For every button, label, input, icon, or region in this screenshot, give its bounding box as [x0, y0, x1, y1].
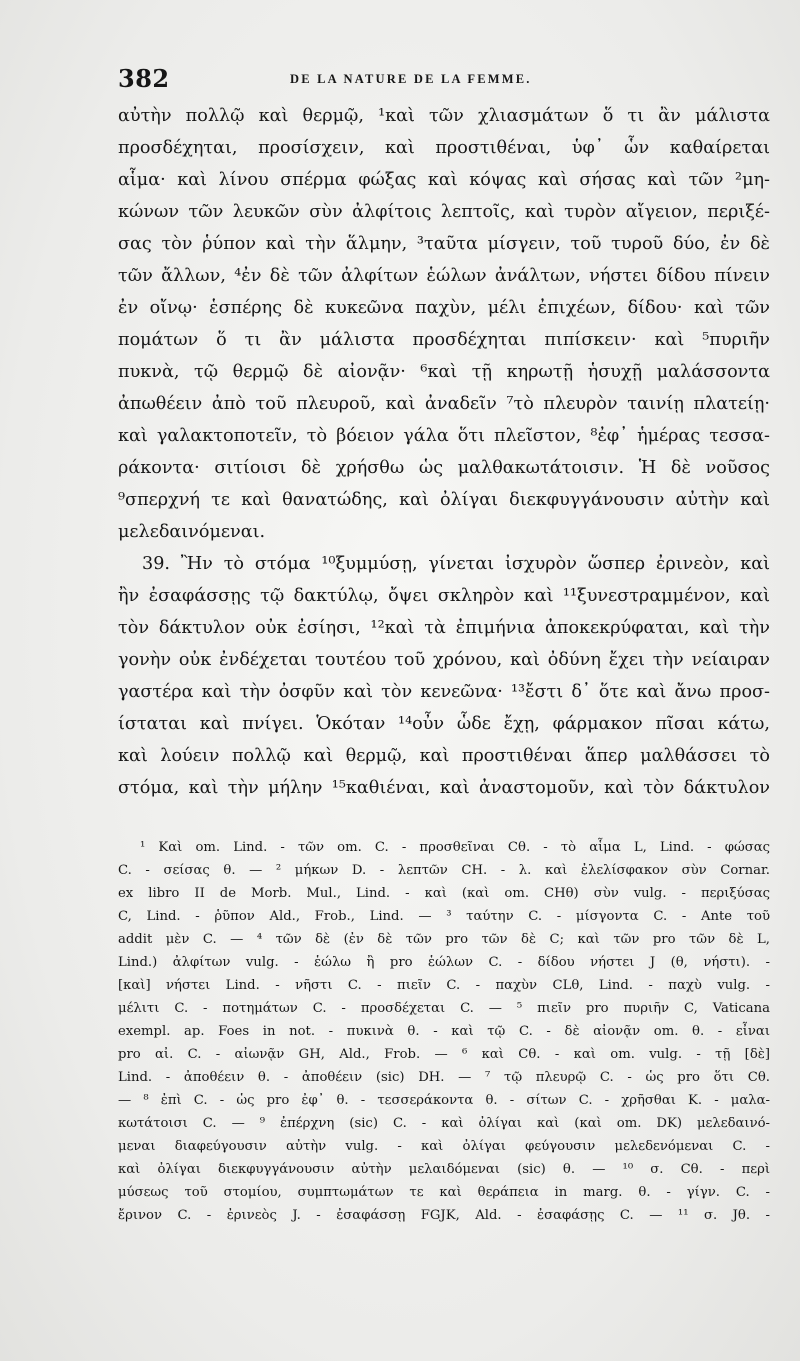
text-line: τῶν ἄλλων, ⁴ἐν δὲ τῶν ἀλφίτων ἑώλων ἀνάλτων, νήστει δίδου πίνειν	[118, 266, 770, 286]
text-line: στόμα, καὶ τὴν μήλην ¹⁵καθιέναι, καὶ ἀναστομοῦν, καὶ τὸν δάκτυλον	[118, 778, 770, 798]
page-header	[118, 64, 768, 94]
footnote-line: καὶ ὀλίγαι διεκφυγγάνουσιν αὐτὴν μελαιδόμεναι (sic) θ. — ¹⁰ σ. Cθ. - περὶ	[118, 1162, 770, 1177]
text-line: ἐν οἴνῳ· ἑσπέρης δὲ κυκεῶνα παχὺν, μέλι ἐπιχέων, δίδου· καὶ τῶν	[118, 298, 770, 318]
running-head: DE LA NATURE DE LA FEMME.	[290, 72, 532, 86]
footnote-line: μύσεως τοῦ στομίου, συμπτωμάτων τε καὶ θεράπεια in marg. θ. - γίγν. C. -	[118, 1185, 770, 1200]
text-line: μελεδαινόμεναι.	[118, 522, 266, 542]
footnote-line: ex libro II de Morb. Mul., Lind. - καὶ (καὶ om. CHθ) σὺν vulg. - περιξύσας	[118, 886, 770, 901]
footnote-line: ¹ Καὶ om. Lind. - τῶν om. C. - προσθεῖναι Cθ. - τὸ αἷμα L, Lind. - φώσας	[140, 840, 770, 855]
main-text	[118, 100, 770, 804]
section-39-first-line: 39. Ἢν τὸ στόμα ¹⁰ξυμμύσῃ, γίνεται ἰσχυρὸν ὥσπερ ἐρινεὸν, καὶ	[142, 554, 770, 574]
footnote-line: [καὶ] νήστει Lind. - νῆστι C. - πιεῖν C. - παχὺν CLθ, Lind. - παχὺ vulg. -	[118, 978, 770, 993]
text-line: σας τὸν ῥύπον καὶ τὴν ἅλμην, ³ταῦτα μίσγειν, τοῦ τυροῦ δύο, ἐν δὲ	[118, 234, 770, 254]
footnote-line: κωτάτοισι C. — ⁹ ἐπέρχνη (sic) C. - καὶ ὀλίγαι καὶ (καὶ om. DK) μελεδαινό-	[118, 1116, 770, 1131]
text-line: κώνων τῶν λευκῶν σὺν ἀλφίτοις λεπτοῖς, καὶ τυρὸν αἴγειον, περιξέ-	[118, 202, 770, 222]
text-line: καὶ γαλακτοποτεῖν, τὸ βόειον γάλα ὅτι πλεῖστον, ⁸ἐφ᾽ ἡμέρας τεσσα-	[118, 426, 770, 446]
footnote-line: — ⁸ ἐπὶ C. - ὡς pro ἐφ᾽ θ. - τεσσεράκοντα θ. - σίτων C. - χρῆσθαι K. - μαλα-	[118, 1093, 770, 1108]
text-line: ⁹σπερχνή τε καὶ θανατώδης, καὶ ὀλίγαι διεκφυγγάνουσιν αὐτὴν καὶ	[118, 490, 770, 510]
footnote-line: Lind. - ἀποθέειν θ. - ἀποθέειν (sic) DH. — ⁷ τῷ πλευρῷ C. - ὡς pro ὅτι Cθ.	[118, 1070, 770, 1085]
text-line: τὸν δάκτυλον οὐκ ἐσίησι, ¹²καὶ τὰ ἐπιμήνια ἀποκεκρύφαται, καὶ τὴν	[118, 618, 770, 638]
footnote-line: ἔρινον C. - ἐρινεὸς J. - ἐσαφάσσῃ FGJK, Ald. - ἐσαφάσῃς C. — ¹¹ σ. Jθ. -	[118, 1208, 770, 1223]
text-line: ίσταται καὶ πνίγει. Ὁκόταν ¹⁴οὖν ὧδε ἔχῃ, φάρμακον πῖσαι κάτω,	[118, 714, 770, 734]
footnote-line: exempl. ap. Foes in not. - πυκινὰ θ. - καὶ τῷ C. - δὲ αἰονᾷν om. θ. - εἶναι	[118, 1024, 770, 1039]
footnote-line: C. - σείσας θ. — ² μήκων D. - λεπτῶν CH. - λ. καὶ ἐλελίσφακον σὺν Cornar.	[118, 863, 770, 878]
footnote-line: addit μὲν C. — ⁴ τῶν δὲ (ἐν δὲ τῶν pro τῶν δὲ C; καὶ τῶν pro τῶν δὲ L,	[118, 932, 770, 947]
text-line: καὶ λούειν πολλῷ καὶ θερμῷ, καὶ προστιθέναι ἅπερ μαλθάσσει τὸ	[118, 746, 770, 766]
text-line: γονὴν οὐκ ἐνδέχεται τουτέου τοῦ χρόνου, καὶ ὀδύνη ἔχει τὴν νείαιραν	[118, 650, 770, 670]
footnote-line: μέλιτι C. - ποτημάτων C. - προσδέχεται C. — ⁵ πιεῖν pro πυριῆν C, Vaticana	[118, 1001, 770, 1016]
page-number: 382	[118, 64, 170, 93]
text-line: ἀπωθέειν ἀπὸ τοῦ πλευροῦ, καὶ ἀναδεῖν ⁷τὸ πλευρὸν ταινίῃ πλατείῃ·	[118, 394, 770, 414]
text-line: αἷμα· καὶ λίνου σπέρμα φώξας καὶ κόψας καὶ σήσας καὶ τῶν ²μη-	[118, 170, 770, 190]
footnote-line: Lind.) ἀλφίτων vulg. - ἑώλω ἢ pro ἑώλων C. - δίδου νήστει J (θ, νήστι). -	[118, 955, 770, 970]
text-line: γαστέρα καὶ τὴν ὀσφῦν καὶ τὸν κενεῶνα· ¹³ἔστι δ᾽ ὅτε καὶ ἄνω προσ-	[118, 682, 770, 702]
footnote-line: pro αἰ. C. - αἰωνᾷν GH, Ald., Frob. — ⁶ καὶ Cθ. - καὶ om. vulg. - τῇ [δὲ]	[118, 1047, 770, 1062]
text-line: ράκοντα· σιτίοισι δὲ χρήσθω ὡς μαλθακωτάτοισιν. Ἡ δὲ νοῦσος	[118, 458, 770, 478]
text-line: ἢν ἐσαφάσσῃς τῷ δακτύλῳ, ὄψει σκληρὸν καὶ ¹¹ξυνεστραμμένον, καὶ	[118, 586, 770, 606]
footnotes	[118, 836, 770, 1227]
text-line: πυκνὰ, τῷ θερμῷ δὲ αἰονᾷν· ⁶καὶ τῇ κηρωτῇ ἡσυχῇ μαλάσσοντα	[118, 362, 770, 382]
text-line: αὐτὴν πολλῷ καὶ θερμῷ, ¹καὶ τῶν χλιασμάτων ὅ τι ἂν μάλιστα	[118, 106, 770, 126]
footnote-line: C, Lind. - ῥῦπον Ald., Frob., Lind. — ³ ταύτην C. - μίσγοντα C. - Ante τοῦ	[118, 909, 770, 924]
footnote-line: μεναι διαφεύγουσιν αὐτὴν vulg. - καὶ ὀλίγαι φεύγουσιν μελεδενόμεναι C. -	[118, 1139, 770, 1154]
text-line: πομάτων ὅ τι ἂν μάλιστα προσδέχηται πιπίσκειν· καὶ ⁵πυριῆν	[118, 330, 770, 350]
text-line: προσδέχηται, προσίσχειν, καὶ προστιθέναι, ὑφ᾽ ὧν καθαίρεται	[118, 138, 770, 158]
